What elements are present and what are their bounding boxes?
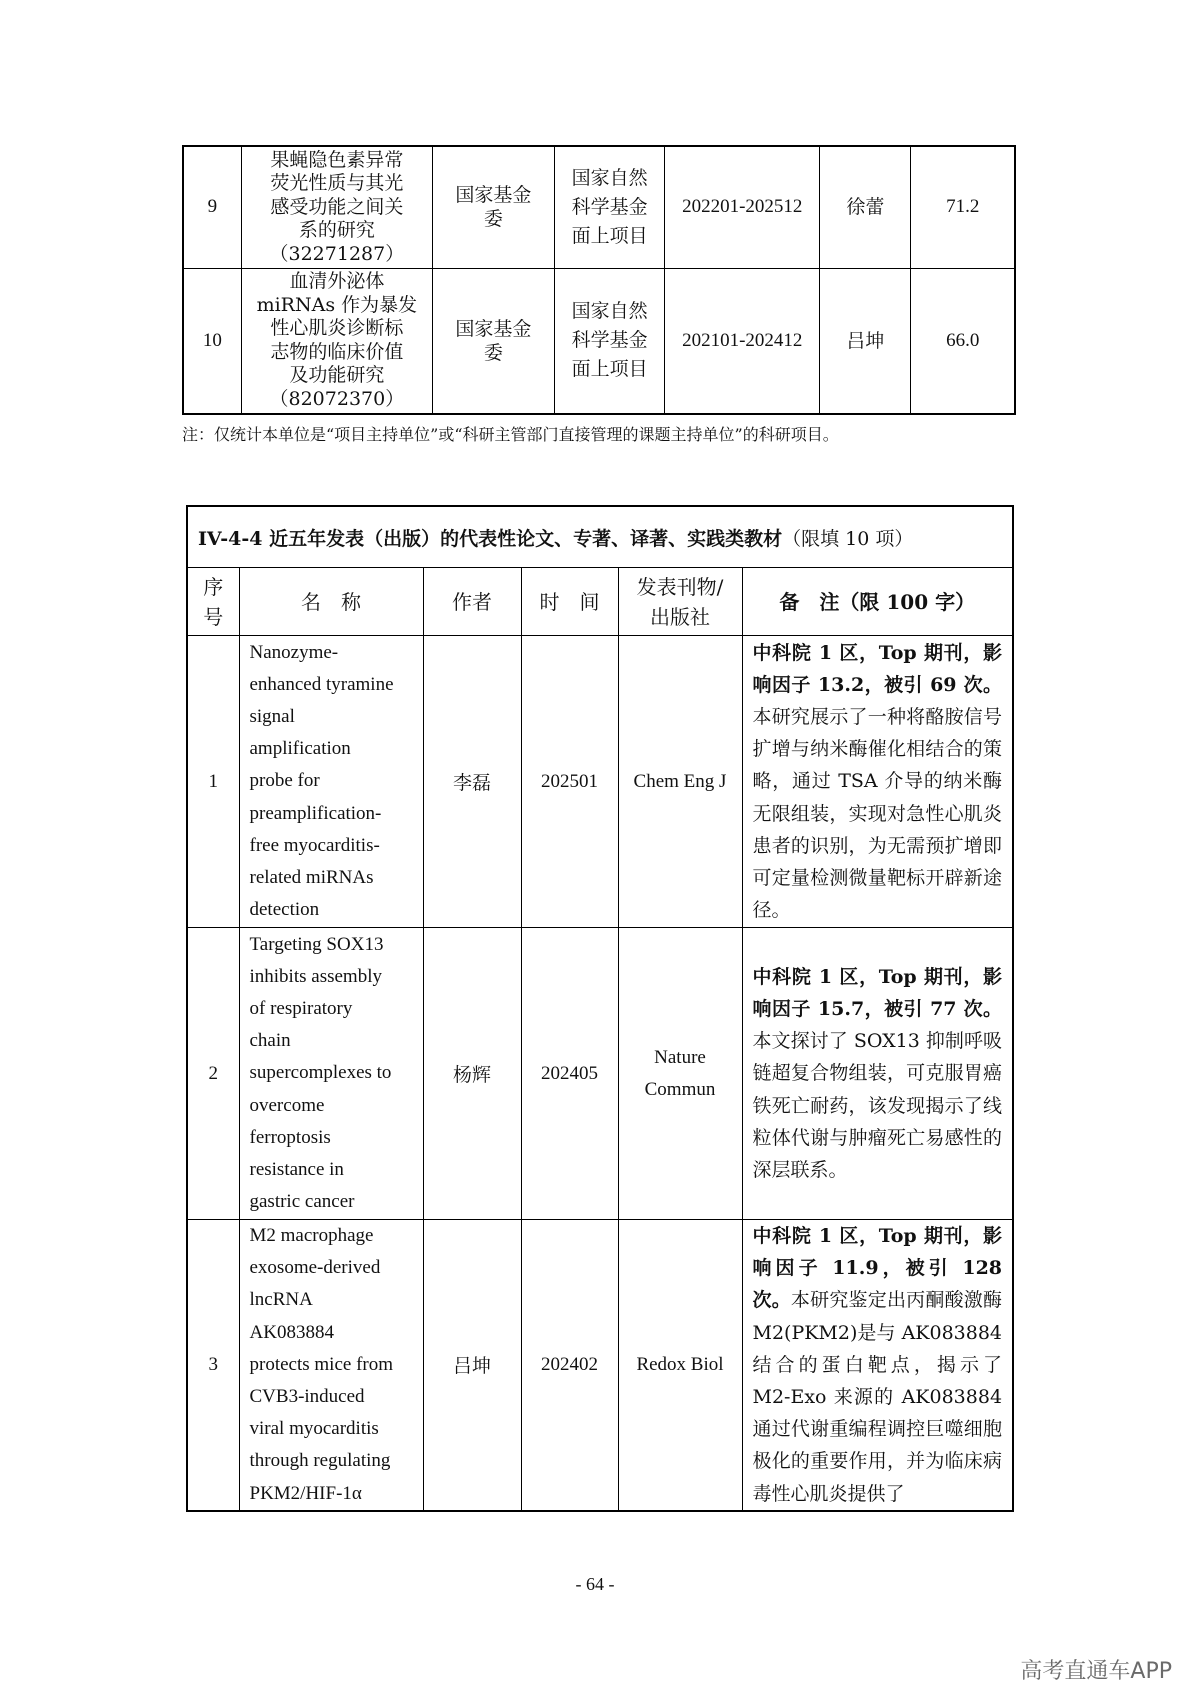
- paper-journal: Nature Commun: [618, 928, 742, 1220]
- page-number: - 64 -: [575, 1574, 615, 1594]
- project-no: 10: [183, 268, 241, 414]
- paper-row: [187, 928, 1013, 1220]
- header-author: 作者: [423, 568, 521, 636]
- paper-no: 2: [187, 928, 239, 1220]
- papers-title-limit: （限填 10 项）: [782, 527, 914, 550]
- papers-table: [186, 505, 1014, 1512]
- project-row: [183, 268, 1015, 414]
- header-name: 名 称: [239, 568, 423, 636]
- project-leader: 徐蕾: [820, 146, 911, 268]
- paper-author: 杨辉: [423, 928, 521, 1220]
- paper-remark-highlight: 中科院 1 区，Top 期刊，影响因子 15.7，被引 77 次。: [752, 965, 1003, 1020]
- paper-author: 李磊: [423, 636, 521, 928]
- paper-time: 202405: [521, 928, 618, 1220]
- papers-title-cell: [187, 506, 1013, 568]
- papers-title: IV-4-4 近五年发表（出版）的代表性论文、专著、译著、实践类教材: [198, 527, 783, 550]
- project-row: [183, 146, 1015, 268]
- project-type: 国家自然 科学基金 面上项目: [554, 146, 664, 268]
- project-period: 202101-202412: [665, 268, 820, 414]
- paper-row: [187, 1220, 1013, 1511]
- paper-journal: Chem Eng J: [618, 636, 742, 928]
- project-no: 9: [183, 146, 241, 268]
- paper-no: 1: [187, 636, 239, 928]
- paper-no: 3: [187, 1220, 239, 1511]
- paper-remark-text: 本研究展示了一种将酪胺信号扩增与纳米酶催化相结合的策略，通过 TSA 介导的纳米酶无限组装，实现对急性心肌炎患者的识别，为无需预扩增即可定量检测微量靶标开辟新途径。: [752, 705, 1003, 922]
- project-table: [182, 145, 1016, 415]
- paper-author: 吕坤: [423, 1220, 521, 1511]
- project-funds: 71.2: [911, 146, 1015, 268]
- project-name: 果蝇隐色素异常 荧光性质与其光 感受功能之间关 系的研究 （32271287）: [241, 146, 432, 268]
- paper-remark-highlight: 中科院 1 区，Top 期刊，影响因子 13.2，被引 69 次。: [752, 641, 1003, 696]
- papers-header-row: [187, 568, 1013, 636]
- paper-remark: [742, 636, 1013, 928]
- project-source: 国家基金 委: [432, 146, 554, 268]
- header-remark: 备 注（限 100 字）: [742, 568, 1013, 636]
- paper-name: Nanozyme- enhanced tyramine signal amplification probe for preamplification- free myocarditis- related miRNAs detection: [239, 636, 423, 928]
- project-source: 国家基金 委: [432, 268, 554, 414]
- paper-journal: Redox Biol: [618, 1220, 742, 1511]
- paper-remark-text: 本文探讨了 SOX13 抑制呼吸链超复合物组装，可克服胃癌铁死亡耐药，该发现揭示了线粒体代谢与肿瘤死亡易感性的深层联系。: [752, 1030, 1003, 1181]
- paper-time: 202501: [521, 636, 618, 928]
- paper-remark-text: 本研究鉴定出丙酮酸激酶 M2(PKM2)是与 AK083884 结合的蛋白靶点，揭示了 M2-Exo 来源的 AK083884 通过代谢重编程调控巨噬细胞极化的重要作用，并为临床病毒性心肌炎提供了: [752, 1289, 1003, 1505]
- project-type: 国家自然 科学基金 面上项目: [554, 268, 664, 414]
- project-period: 202201-202512: [665, 146, 820, 268]
- header-time: 时 间: [521, 568, 618, 636]
- paper-remark-highlight: 中科院 1 区，Top 期刊，影响因子 11.9，被引 128 次。: [752, 1225, 1003, 1312]
- header-no: 序 号: [187, 568, 239, 636]
- paper-remark: [742, 928, 1013, 1220]
- watermark: 高考直通车APP: [1020, 1659, 1172, 1684]
- project-leader: 吕坤: [820, 268, 911, 414]
- paper-remark: [742, 1220, 1013, 1511]
- project-funds: 66.0: [911, 268, 1015, 414]
- project-note: 注：仅统计本单位是“项目主持单位”或“科研主管部门直接管理的课题主持单位”的科研项目。: [182, 425, 839, 444]
- paper-time: 202402: [521, 1220, 618, 1511]
- paper-name: M2 macrophage exosome-derived lncRNA AK083884 protects mice from CVB3-induced viral myocarditis through regulating PKM2/HIF-1α: [239, 1220, 423, 1511]
- project-name: 血清外泌体 miRNAs 作为暴发 性心肌炎诊断标 志物的临床价值 及功能研究 （82072370）: [241, 268, 432, 414]
- paper-row: [187, 636, 1013, 928]
- header-journal: 发表刊物/ 出版社: [618, 568, 742, 636]
- paper-name: Targeting SOX13 inhibits assembly of respiratory chain supercomplexes to overcome ferroptosis resistance in gastric cancer: [239, 928, 423, 1220]
